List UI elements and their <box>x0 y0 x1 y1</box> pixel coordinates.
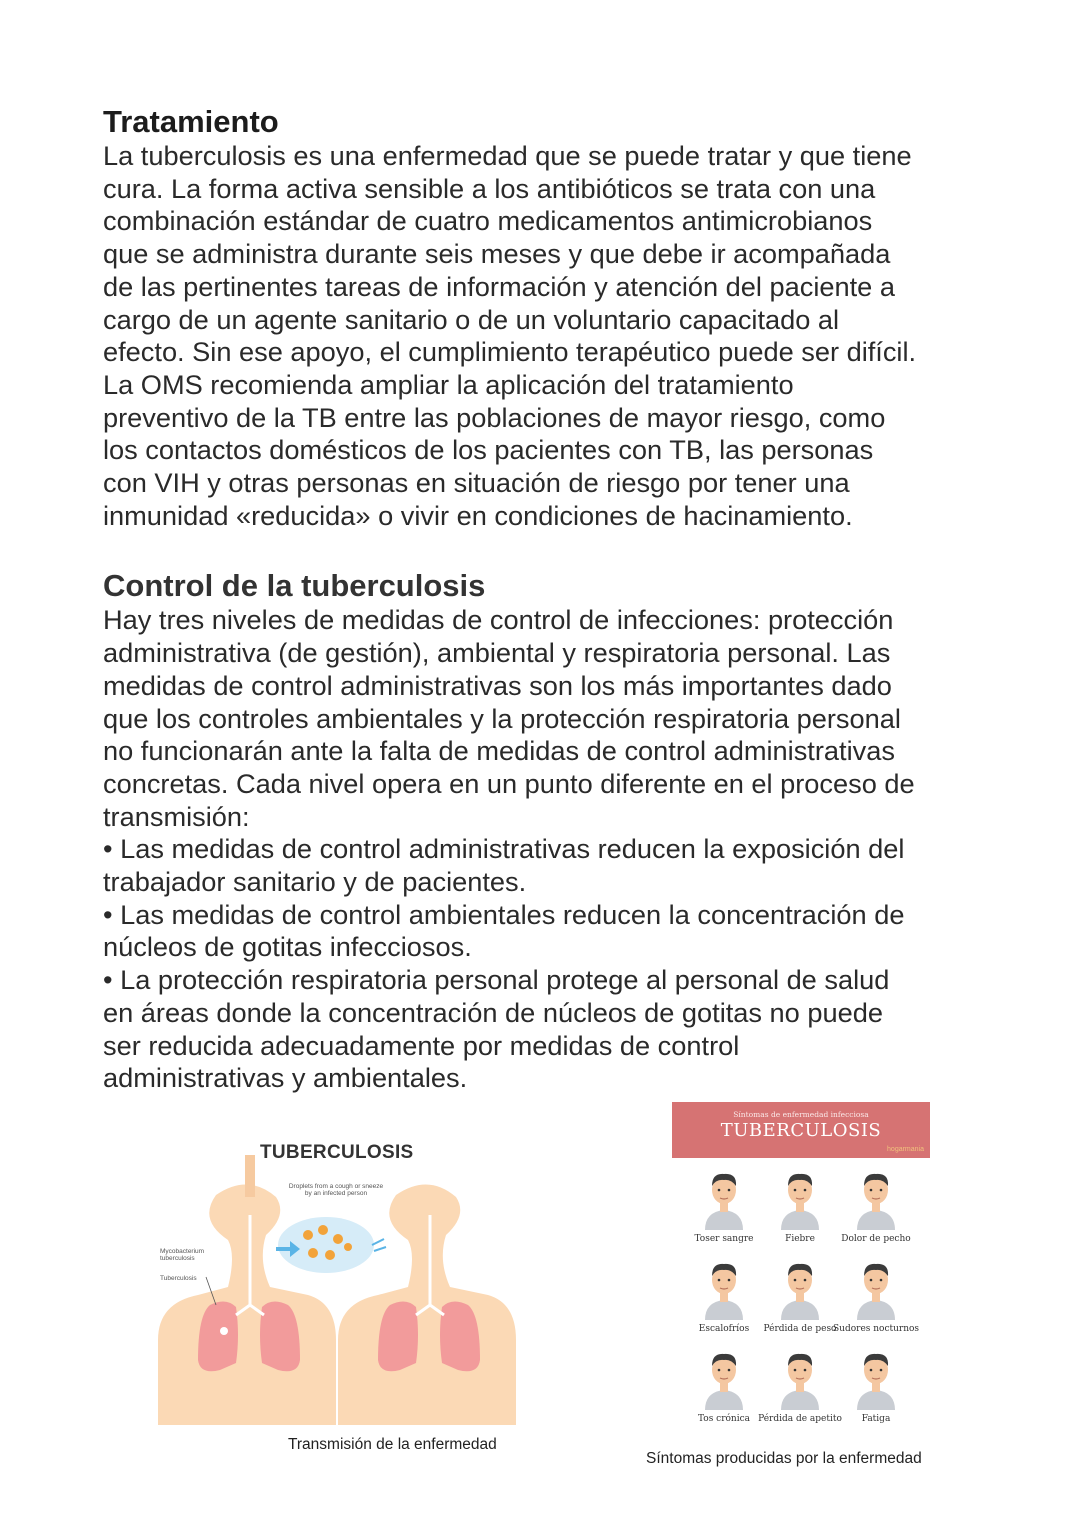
symptom-item <box>757 1170 843 1252</box>
symptom-item <box>833 1260 919 1342</box>
person-icon <box>701 1170 747 1230</box>
droplets-label: Droplets from a cough or sneeze by an infected person <box>288 1183 384 1197</box>
transmission-illustration <box>158 1135 516 1425</box>
tuberculosis-label: Tuberculosis <box>160 1275 197 1282</box>
figure1-title: TUBERCULOSIS <box>260 1142 414 1163</box>
text-content <box>103 104 983 1095</box>
paragraph-tratamiento: La tuberculosis es una enfermedad que se puede tratar y que tiene cura. La forma activa sensible a los antibióticos se trata con una combinación estándar de cuatro medicamentos antimicrobianos que se administra durante seis meses y que debe ir acompañada de las pertinentes tareas de información y atención del paciente a cargo de un agente sanitario o de un voluntario capacitado al efecto. Sin ese apoyo, el cumplimiento terapéutico puede ser difícil. La OMS recomienda ampliar la aplicación del tratamiento preventivo de la TB entre las poblaciones de mayor riesgo, como los contactos domésticos de los pacientes con TB, las personas con VIH y otras personas en situación de riesgo por tener una inmunidad «reducida» o vivir en condiciones de hacinamiento. <box>103 140 917 531</box>
paragraph-control: Hay tres niveles de medidas de control de infecciones: protección administrativa (de gestión), ambiental y respiratoria personal. Las medidas de control administrativas son los más importantes dado que los controles ambientales y la protección respiratoria personal no funcionarán ante la falta de medidas de control administrativas concretas. Cada nivel opera en un punto diferente en el proceso de transmisión: <box>103 604 915 832</box>
symptoms-infographic <box>672 1102 930 1432</box>
symptom-label: Tos crónica <box>697 1414 751 1424</box>
bullet-respiratoria: • La protección respiratoria personal protege al personal de salud en áreas donde la concentración de núcleos de gotitas no puede ser reducida adecuadamente por medidas de control administrativas y ambientales. <box>103 964 890 1094</box>
infographic-title: TUBERCULOSIS <box>720 1120 882 1141</box>
bullet-administrativas: • Las medidas de control administrativas reducen la exposición del trabajador sanitario y de pacientes. <box>103 833 905 898</box>
brand-logo: hogarmania <box>887 1146 924 1153</box>
person-icon <box>853 1350 899 1410</box>
person-icon <box>853 1170 899 1230</box>
symptom-label: Escalofríos <box>698 1324 750 1334</box>
person-icon <box>777 1260 823 1320</box>
symptom-label: Fatiga <box>861 1414 891 1424</box>
symptom-label: Pérdida de peso <box>763 1324 837 1334</box>
symptom-label: Toser sangre <box>694 1234 754 1244</box>
heading-control: Control de la tuberculosis <box>103 568 486 604</box>
heading-tratamiento: Tratamiento <box>103 104 279 139</box>
symptom-item <box>757 1350 843 1432</box>
caption-transmision: Transmisión de la enfermedad <box>288 1436 497 1453</box>
symptom-item <box>681 1260 767 1342</box>
bullet-ambientales: • Las medidas de control ambientales reducen la concentración de núcleos de gotitas infecciosos. <box>103 898 905 963</box>
symptom-item <box>681 1350 767 1432</box>
infographic-subtitle: Síntomas de enfermedad infecciosa <box>733 1110 869 1119</box>
symptom-label: Pérdida de apetito <box>758 1414 842 1424</box>
mycobacterium-label: Mycobacterium tuberculosis <box>160 1248 205 1262</box>
person-icon <box>853 1260 899 1320</box>
symptom-label: Dolor de pecho <box>841 1234 911 1244</box>
symptom-label: Sudores nocturnos <box>833 1324 920 1334</box>
caption-sintomas: Síntomas producidas por la enfermedad <box>646 1450 922 1467</box>
symptom-item <box>757 1260 843 1342</box>
symptom-item <box>833 1350 919 1432</box>
symptom-item <box>681 1170 767 1252</box>
infographic-header <box>672 1102 930 1158</box>
symptom-item <box>833 1170 919 1252</box>
person-icon <box>701 1350 747 1410</box>
person-icon <box>777 1350 823 1410</box>
lungs-transmission-graphic <box>158 1135 516 1425</box>
person-icon <box>777 1170 823 1230</box>
symptom-label: Fiebre <box>785 1234 815 1244</box>
person-icon <box>701 1260 747 1320</box>
